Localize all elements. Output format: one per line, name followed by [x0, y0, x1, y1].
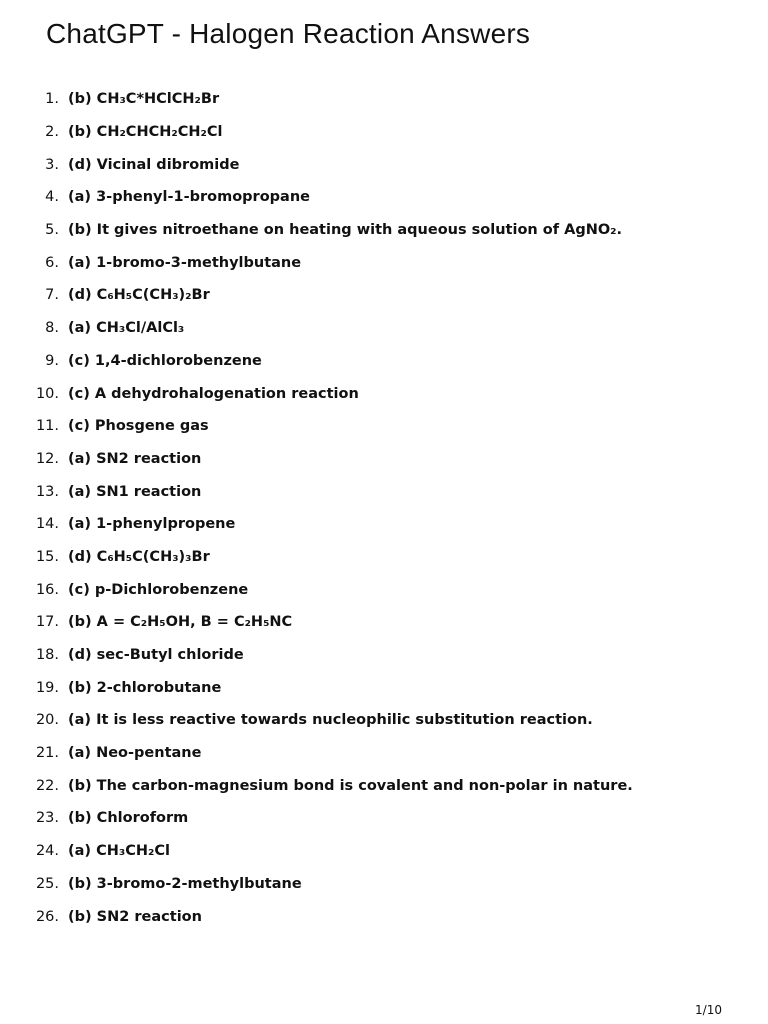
answer-number: 5. [45, 222, 59, 239]
answer-text: (b) SN2 reaction [68, 908, 202, 925]
answer-item [0, 246, 633, 279]
answer-text: (b) A = C₂H₅OH, B = C₂H₅NC [68, 614, 293, 631]
answer-item [0, 900, 633, 933]
answer-text: (c) 1,4-dichlorobenzene [68, 352, 262, 369]
answer-item [0, 148, 633, 181]
answer-number: 24. [35, 843, 59, 860]
answer-number: 15. [35, 548, 59, 565]
answer-number: 14. [35, 516, 59, 533]
answer-number: 2. [45, 124, 59, 141]
answer-text: (b) CH₂CHCH₂CH₂Cl [68, 124, 223, 141]
answer-item [0, 312, 633, 345]
answer-number: 9. [45, 352, 59, 369]
answer-text: (d) sec-Butyl chloride [68, 647, 244, 664]
answer-item [0, 671, 633, 704]
answer-item [0, 214, 633, 247]
answer-number: 26. [35, 908, 59, 925]
answer-number: 12. [35, 450, 59, 467]
answer-text: (a) 3-phenyl-1-bromopropane [68, 189, 310, 206]
answer-item [0, 345, 633, 378]
answer-item [0, 639, 633, 672]
page-number: 1/10 [695, 1003, 722, 1017]
answer-item [0, 868, 633, 901]
answer-number: 10. [35, 385, 59, 402]
answer-item [0, 737, 633, 770]
answer-number: 11. [35, 418, 59, 435]
answer-number: 18. [35, 647, 59, 664]
answer-number: 4. [45, 189, 59, 206]
answer-number: 17. [35, 614, 59, 631]
answer-item [0, 573, 633, 606]
answer-text: (a) 1-phenylpropene [68, 516, 236, 533]
answer-text: (a) CH₃CH₂Cl [68, 843, 170, 860]
answer-text: (a) Neo-pentane [68, 745, 202, 762]
answer-text: (c) p-Dichlorobenzene [68, 581, 249, 598]
answer-text: (a) SN1 reaction [68, 483, 202, 500]
answer-item [0, 508, 633, 541]
answer-item [0, 704, 633, 737]
answer-number: 6. [45, 254, 59, 271]
page-title: ChatGPT - Halogen Reaction Answers [46, 18, 531, 49]
answer-item [0, 83, 633, 116]
answer-number: 22. [35, 777, 59, 794]
answer-item [0, 475, 633, 508]
answer-list [0, 83, 633, 933]
answer-number: 8. [45, 320, 59, 337]
answer-item [0, 541, 633, 574]
answer-item [0, 116, 633, 149]
answer-text: (d) C₆H₅C(CH₃)₂Br [68, 287, 210, 304]
answer-number: 13. [35, 483, 59, 500]
answer-item [0, 769, 633, 802]
answer-text: (b) 3-bromo-2-methylbutane [68, 875, 302, 892]
answer-item [0, 443, 633, 476]
answer-number: 25. [35, 875, 59, 892]
answer-text: (c) A dehydrohalogenation reaction [68, 385, 359, 402]
answer-text: (a) 1-bromo-3-methylbutane [68, 254, 302, 271]
answer-item [0, 279, 633, 312]
answer-text: (b) 2-chlorobutane [68, 679, 222, 696]
answer-item [0, 606, 633, 639]
answer-number: 23. [35, 810, 59, 827]
answer-number: 3. [45, 156, 59, 173]
answer-item [0, 835, 633, 868]
answer-text: (a) It is less reactive towards nucleophilic substitution reaction. [68, 712, 593, 729]
answer-text: (d) C₆H₅C(CH₃)₃Br [68, 548, 210, 565]
answer-item [0, 802, 633, 835]
answer-number: 19. [35, 679, 59, 696]
answer-number: 20. [35, 712, 59, 729]
answer-number: 7. [45, 287, 59, 304]
answer-item [0, 410, 633, 443]
answer-number: 16. [35, 581, 59, 598]
answer-text: (b) It gives nitroethane on heating with aqueous solution of AgNO₂. [68, 222, 623, 239]
answer-item [0, 377, 633, 410]
answer-text: (b) Chloroform [68, 810, 189, 827]
answer-item [0, 181, 633, 214]
answer-text: (c) Phosgene gas [68, 418, 209, 435]
answer-text: (b) The carbon-magnesium bond is covalent and non-polar in nature. [68, 777, 633, 794]
answer-text: (b) CH₃C*HClCH₂Br [68, 91, 220, 108]
answer-number: 1. [45, 91, 59, 108]
answer-number: 21. [35, 745, 59, 762]
answer-text: (a) CH₃Cl/AlCl₃ [68, 320, 185, 337]
answer-text: (a) SN2 reaction [68, 450, 202, 467]
answer-text: (d) Vicinal dibromide [68, 156, 240, 173]
